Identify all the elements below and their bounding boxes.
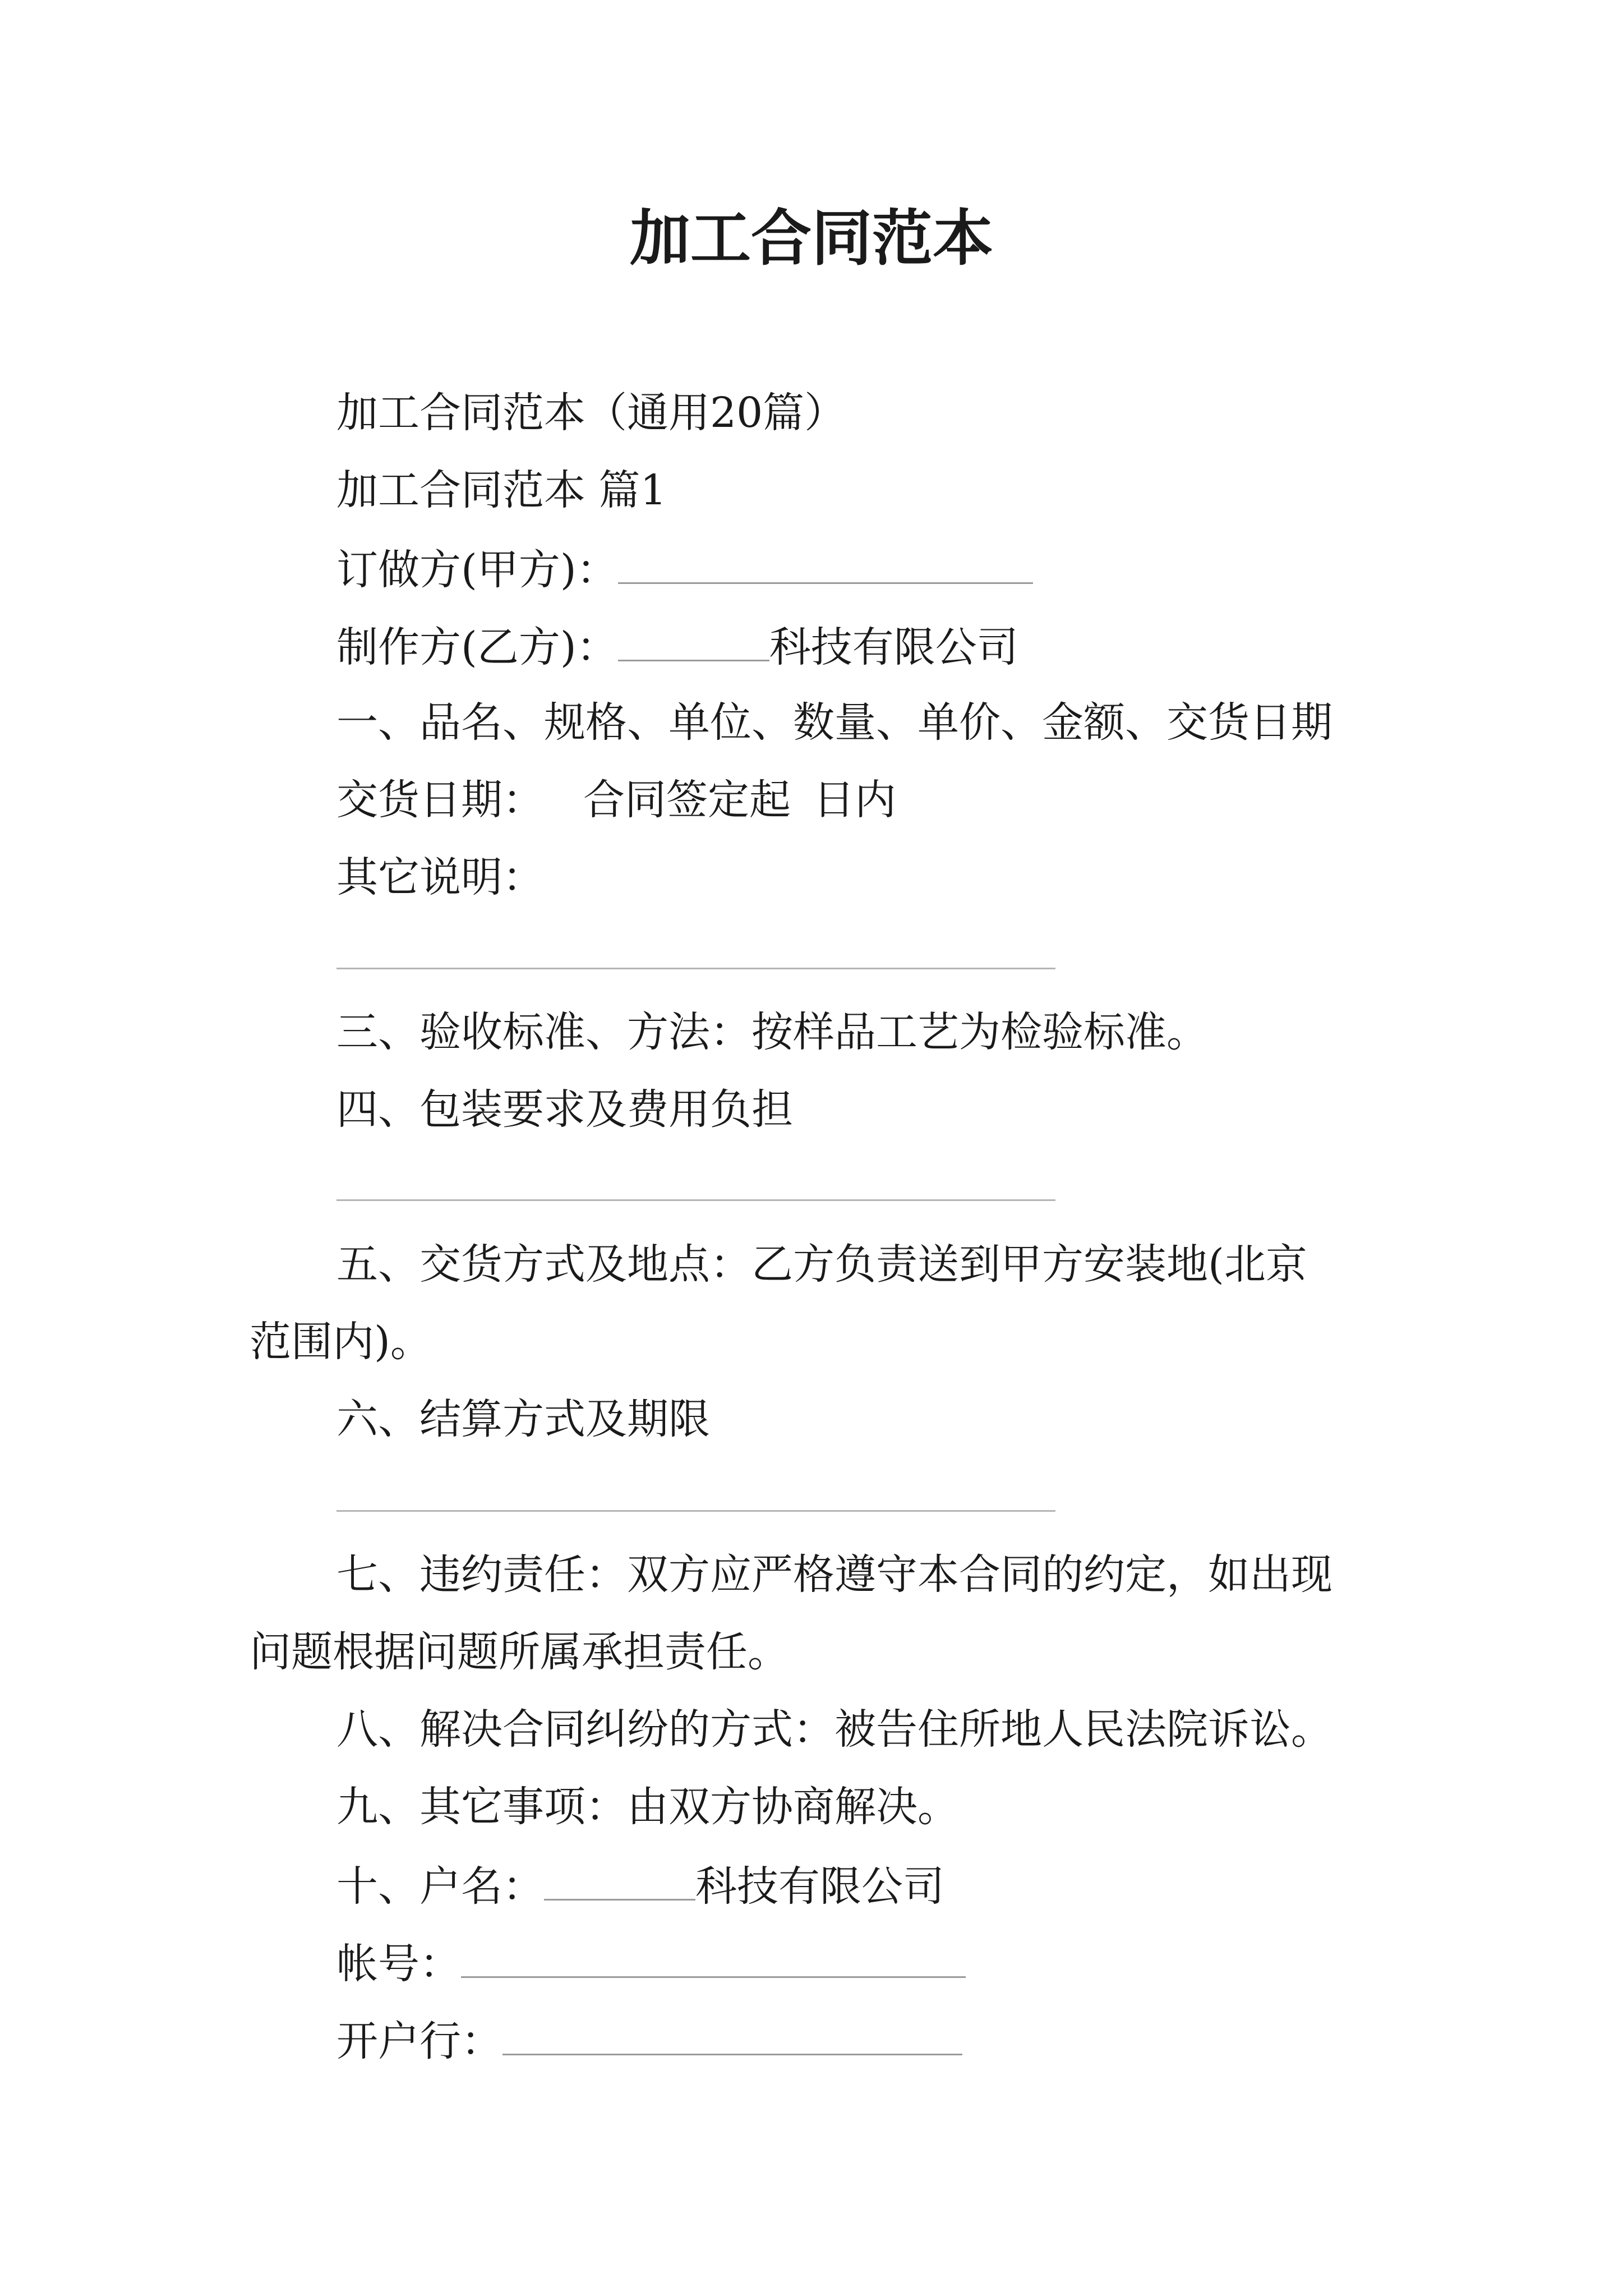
delivery-date-text-1: 合同签定起: [583, 776, 791, 824]
account-name-label: 十、户名：: [336, 1862, 544, 1911]
party-b-blank[interactable]: [618, 617, 769, 661]
delivery-date-label: 交货日期：: [336, 776, 544, 824]
clause-5-line-2: 范围内)。: [250, 1318, 432, 1366]
account-name-company: 科技有限公司: [695, 1862, 944, 1911]
chapter-heading: 加工合同范本 篇1: [336, 466, 667, 514]
bank-blank[interactable]: [502, 2011, 962, 2055]
document-subtitle: 加工合同范本（通用20篇）: [336, 389, 846, 437]
clause-7-line-1: 七、违约责任：双方应严格遵守本合同的约定，如出现: [336, 1550, 1332, 1599]
account-name-line: [336, 1856, 944, 1915]
clause-7-line-2: 问题根据问题所属承担责任。: [250, 1628, 789, 1676]
clause-8: 八、解决合同纠纷的方式：被告住所地人民法院诉讼。: [336, 1705, 1332, 1754]
party-a-blank[interactable]: [618, 540, 1033, 584]
party-b-company: 科技有限公司: [769, 623, 1018, 671]
settlement-blank[interactable]: [336, 1510, 1055, 1512]
party-b-label: 制作方(乙方)：: [336, 623, 618, 671]
packaging-blank[interactable]: [336, 1199, 1055, 1201]
delivery-date-text-2: 日内: [813, 776, 896, 824]
account-number-label: 帐号：: [336, 1940, 461, 1988]
clause-1: 一、品名、规格、单位、数量、单价、金额、交货日期: [336, 698, 1332, 747]
bank-line: [336, 2011, 962, 2069]
delivery-date-line: [336, 772, 896, 828]
page-title: 加工合同范本: [629, 203, 993, 274]
clause-6: 六、结算方式及期限: [336, 1395, 710, 1443]
other-notes-blank[interactable]: [336, 968, 1055, 969]
party-a-label: 订做方(甲方)：: [336, 546, 618, 594]
clause-5-line-1: 五、交货方式及地点：乙方负责送到甲方安装地(北京: [336, 1240, 1307, 1289]
other-notes-label: 其它说明：: [336, 853, 544, 901]
clause-3: 三、验收标准、方法：按样品工艺为检验标准。: [336, 1008, 1208, 1056]
account-number-blank[interactable]: [461, 1934, 966, 1978]
party-b-line: [336, 617, 1018, 675]
clause-9: 九、其它事项：由双方协商解决。: [336, 1783, 959, 1831]
account-name-blank[interactable]: [544, 1856, 695, 1901]
account-number-line: [336, 1934, 966, 1992]
party-a-line: [336, 540, 1033, 598]
clause-4: 四、包装要求及费用负担: [336, 1085, 793, 1134]
bank-label: 开户行：: [336, 2017, 502, 2065]
